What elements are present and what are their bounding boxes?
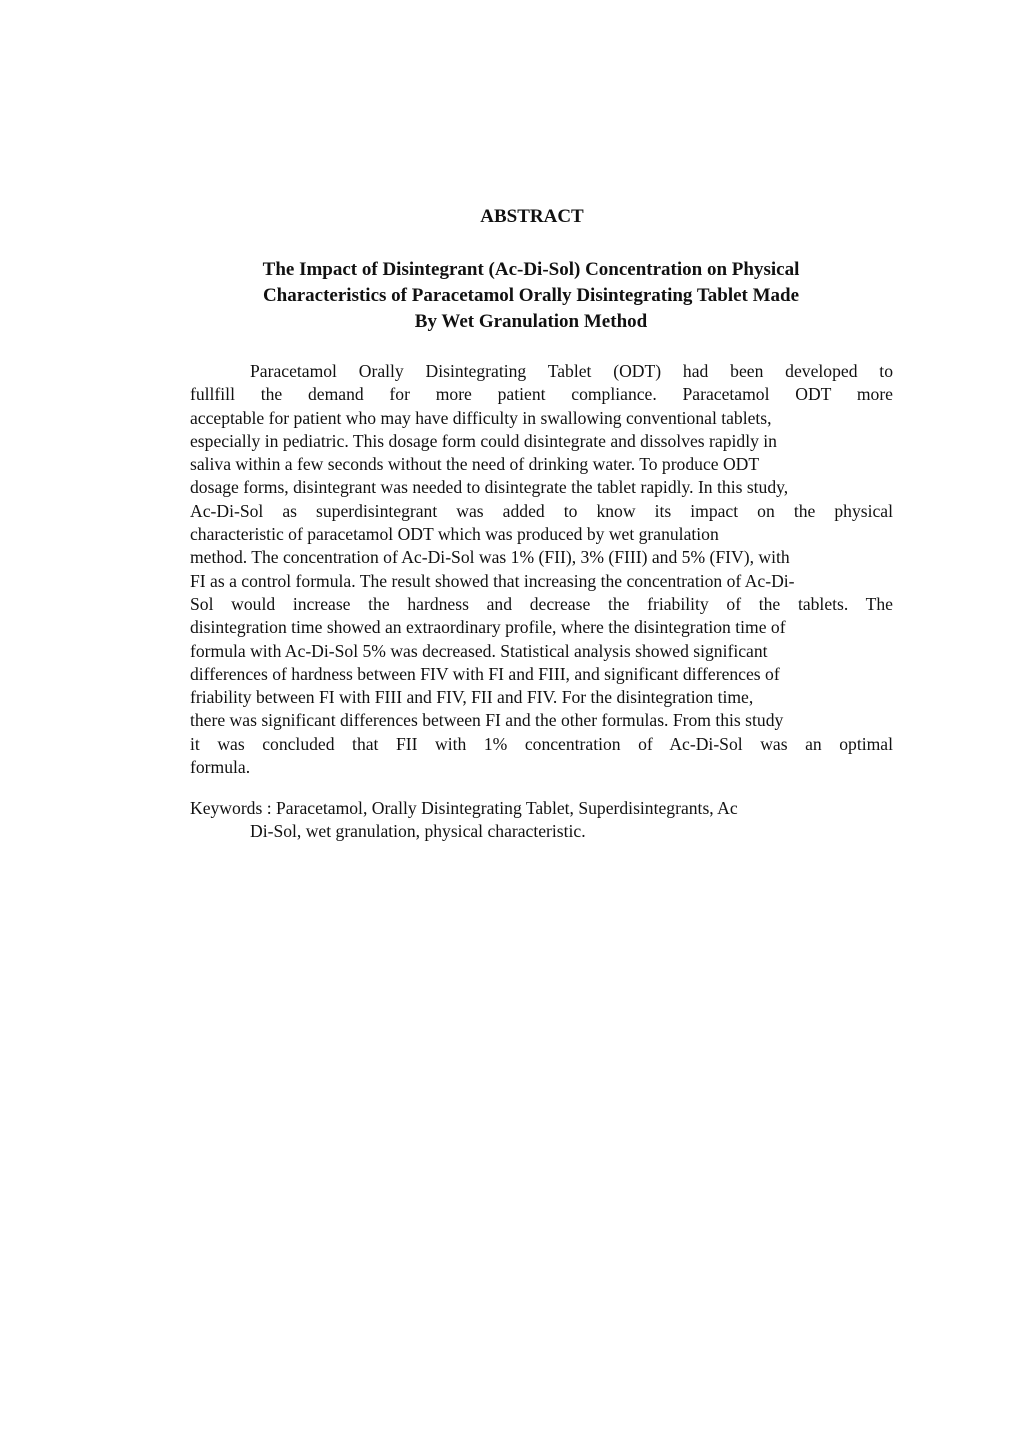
abstract-paragraph bbox=[190, 360, 893, 779]
keywords bbox=[190, 797, 893, 844]
abstract-line: friability between FI with FIII and FIV, FII and FIV. For the disintegration time, bbox=[190, 687, 754, 708]
abstract-line: it was concluded that FII with 1% concentration of Ac-Di-Sol was an optimal bbox=[190, 733, 893, 754]
abstract-line: formula. bbox=[190, 757, 251, 778]
abstract-line: differences of hardness between FIV with FI and FIII, and significant differences of bbox=[190, 663, 780, 684]
title-line: The Impact of Disintegrant (Ac-Di-Sol) Concentration on Physical bbox=[262, 259, 800, 280]
abstract-line: disintegration time showed an extraordinary profile, where the disintegration time of bbox=[190, 617, 786, 638]
abstract-line: Paracetamol Orally Disintegrating Tablet (ODT) had been developed to bbox=[250, 361, 893, 381]
keywords-line: Di-Sol, wet granulation, physical characteristic. bbox=[250, 821, 586, 842]
abstract-line: there was significant differences between FI and the other formulas. From this study bbox=[190, 710, 784, 731]
abstract-line: fullfill the demand for more patient compliance. Paracetamol ODT more bbox=[190, 384, 893, 405]
title-line: Characteristics of Paracetamol Orally Disintegrating Tablet Made bbox=[262, 285, 800, 306]
abstract-heading: ABSTRACT bbox=[480, 206, 584, 227]
paper-title bbox=[190, 257, 872, 335]
abstract-line: Sol would increase the hardness and decrease the friability of the tablets. The bbox=[190, 593, 893, 614]
abstract-line: Ac-Di-Sol as superdisintegrant was added to know its impact on the physical bbox=[190, 500, 893, 521]
abstract-line: method. The concentration of Ac-Di-Sol was 1% (FII), 3% (FIII) and 5% (FIV), with bbox=[190, 547, 790, 568]
keywords-line: Keywords : Paracetamol, Orally Disintegrating Tablet, Superdisintegrants, Ac bbox=[190, 798, 738, 818]
abstract-line: dosage forms, disintegrant was needed to disintegrate the tablet rapidly. In this study, bbox=[190, 477, 789, 498]
abstract-line: acceptable for patient who may have difficulty in swallowing conventional tablets, bbox=[190, 407, 772, 428]
abstract-line: especially in pediatric. This dosage form could disintegrate and dissolves rapidly in bbox=[190, 430, 777, 451]
abstract-line: characteristic of paracetamol ODT which was produced by wet granulation bbox=[190, 524, 719, 545]
title-line: By Wet Granulation Method bbox=[414, 311, 648, 332]
abstract-line: FI as a control formula. The result showed that increasing the concentration of Ac-Di- bbox=[190, 570, 795, 591]
abstract-line: formula with Ac-Di-Sol 5% was decreased. Statistical analysis showed significant bbox=[190, 640, 768, 661]
abstract-line: saliva within a few seconds without the need of drinking water. To produce ODT bbox=[190, 454, 760, 475]
